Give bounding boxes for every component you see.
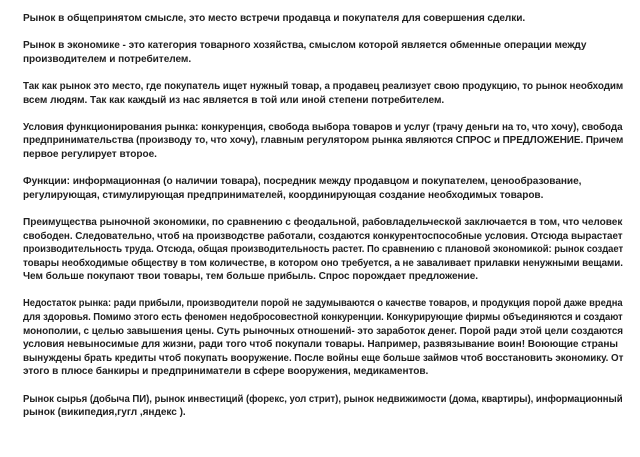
text-line: монополии, с целью завышения цены. Суть рыночных отношений- это заработок денег. Порой ради этой цели создаются: [23, 325, 624, 337]
text-line: Рынок сырья (добыча ПИ), рынок инвестиций (форекс, уол стрит), рынок недвижимости (дома, квартиры), информационный: [23, 393, 623, 405]
text-line: Рынок в общепринятом смысле, это место встречи продавца и покупателя для совершения сделки.: [23, 13, 526, 24]
text-line: вынуждены брать кредиты чтоб покупать вооружение. После войны еще больше займов чтоб восстановить экономику. От: [23, 352, 624, 364]
text-line: условия невыносимые для жизни, ради того чтоб покупали товары. Например, развязывание воин! Воюющие страны: [23, 339, 618, 351]
paragraph-market-conditions: [23, 121, 623, 162]
text-line: Чем больше покупают твои товары, тем больше прибыль. Спрос порождает предложение.: [23, 271, 479, 283]
text-line: предпринимательства (производу то, что хочу), главным регулятором рынка являются СПРОС и ПРЕДЛОЖЕНИЕ. Причем: [23, 135, 624, 147]
paragraph-market-advantages: [23, 216, 623, 284]
text-line: товары необходимые обществу в том количестве, в котором оно требуется, а не заваливает прилавки ненужными вещами.: [23, 257, 623, 269]
text-line: этого в плюсе банкиры и предприниматели в сфере вооружения, медикаментов.: [23, 366, 429, 378]
text-line: первое регулирует второе.: [23, 148, 157, 160]
text-line: регулирующая, стимулирующая предпринимателей, координирующая создание необходимых товаров.: [23, 189, 544, 201]
text-line: Функции: информационная (о наличии товара), посредник между продавцом и покупателем, ценообразование,: [23, 176, 582, 188]
text-line: Условия функционирования рынка: конкуренция, свобода выбора товаров и услуг (трачу деньги на то, что хочу), свобода: [23, 121, 623, 133]
paragraph-market-disadvantages: [23, 297, 623, 379]
paragraph-market-economics: [23, 39, 623, 66]
text-line: рынок (википедия,гугл ,яндекс ).: [23, 407, 186, 419]
text-line: Рынок в экономике - это категория товарного хозяйства, смыслом которой является обменные операции между: [23, 40, 587, 52]
text-line: производителем и потребителем.: [23, 53, 192, 65]
text-line: свободен. Следовательно, чтоб на производстве работали, создаются конкурентоспособные условия. Отсюда вырастает: [23, 230, 623, 242]
paragraph-market-types: [23, 393, 623, 420]
paragraph-market-necessity: [23, 80, 623, 107]
text-line: Преимущества рыночной экономики, по сравнению с феодальной, рабовладельческой заключается в том, что человек: [23, 216, 623, 228]
text-line: всем людям. Так как каждый из нас является в той или иной степени потребителем.: [23, 94, 445, 106]
document-body: [23, 12, 623, 420]
text-line: Так как рынок это место, где покупатель ищет нужный товар, а продавец реализует свою продукцию, то рынок необходим: [23, 80, 624, 92]
text-line: для здоровья. Помимо этого есть феномен недобросовестной конкуренции. Конкурирующие фирмы объединяются и создают: [23, 312, 623, 324]
paragraph-market-functions: [23, 175, 623, 202]
text-line: Недостаток рынка: ради прибыли, производители порой не задумываются о качестве товаров, и продукция порой даже вредна: [23, 298, 623, 310]
paragraph-market-definition: [23, 12, 623, 26]
text-line: производительность труда. Отсюда, общая производительность растет. По сравнению с плановой экономикой: рынок создает: [23, 244, 624, 256]
